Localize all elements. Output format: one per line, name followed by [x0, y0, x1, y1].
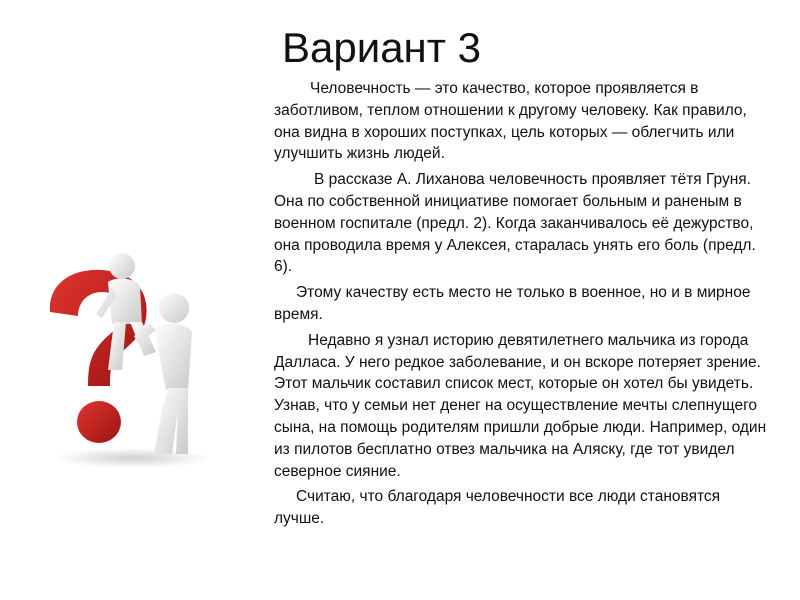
paragraph-peacetime: Этому качеству есть место не только в военное, но и в мирное время.	[274, 284, 751, 323]
illustration	[38, 240, 208, 475]
paragraph-definition: Человечность — это качество, которое проявляется в заботливом, теплом отношении к другому человеку. Как правило, она видна в хороших поступках, цель которых — облегчить или улучшить жизнь людей.	[274, 80, 747, 163]
paragraph-conclusion: Считаю, что благодаря человечности все люди становятся лучше.	[274, 488, 721, 528]
paragraph-example: Недавно я узнал историю девятилетнего мальчика из города Далласа. У него редкое заболевание, и он вскоре потеряет зрение. Этот мальчик составил список мест, которые он хотел бы увидеть. Узнав, что у семьи нет денег на осуществление мечты слепнущего сына, на помощь родителям пришли добрые люди. Например, один из пилотов бесплатно отвез мальчика на Аляску, где тот увидел северное сияние.	[274, 331, 767, 480]
slide-title: Вариант 3	[282, 24, 482, 71]
text-body	[274, 78, 770, 534]
helping-figures-question-mark-icon	[38, 240, 208, 475]
paragraph-story: В рассказе А. Лиханова человечность проявляет тётя Груня. Она по собственной инициативе помогает больным и раненым в военном госпитале (предл. 2). Когда заканчивалось её дежурство, она проводила время у Алексея, старалась унять его боль (предл. 6).	[274, 171, 756, 276]
